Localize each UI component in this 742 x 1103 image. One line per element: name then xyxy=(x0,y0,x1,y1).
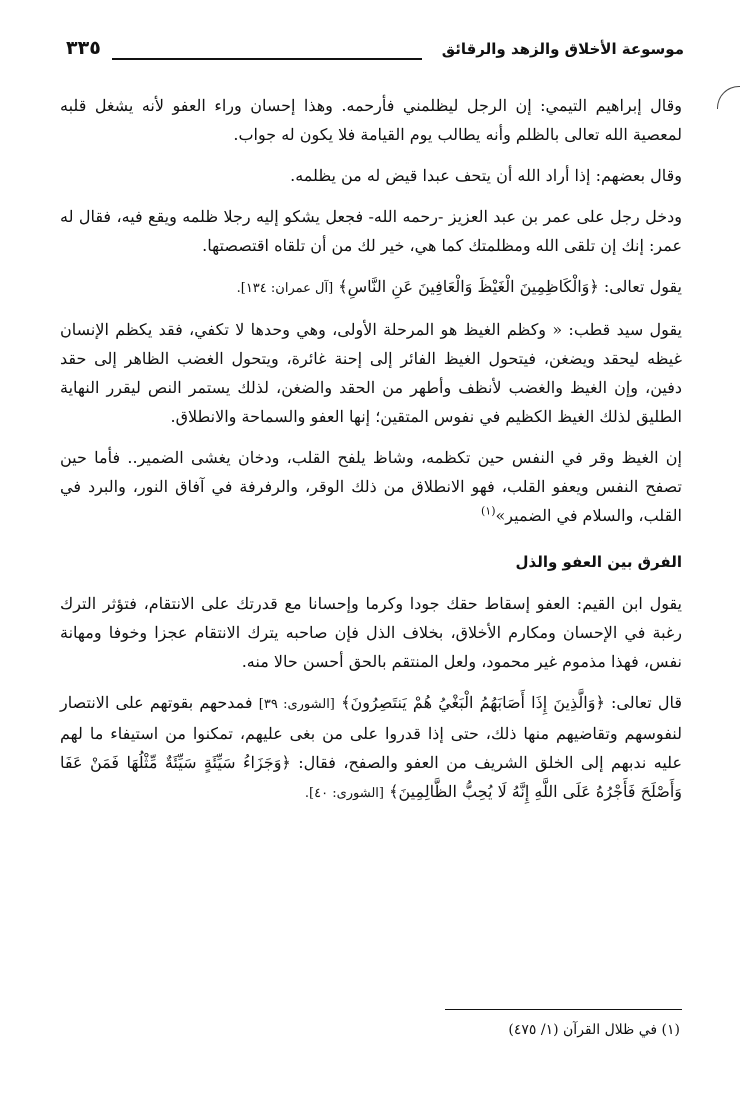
paragraph-ibn-qayyim: يقول ابن القيم: العفو إسقاط حقك جودا وكرما وإحسانا مع قدرتك على الانتقام، فتؤثر الترك رغبة في الإحسان ومكارم الأخلاق، بخلاف الذل فإن صاحبه يترك الانتقام عجزا وخوفا ومهانة نفس، فهذا مذموم غير محمود، ولعل المنتقم بالحق أحسن حالا منه. xyxy=(60,594,683,671)
verse-reference-shura-40: [الشورى: ٤٠]. xyxy=(304,786,384,801)
paragraph-qutb-2-text: إن الغيظ وقر في النفس حين تكظمه، وشاظ يلفح القلب، ودخان يغشى الضمير.. فأما حين تصفح النفس ويعفو القلب، فهو الانطلاق من ذلك الوقر، والرفرفة في آفاق النور، والبرد في القلب، والسلام في الضمير» xyxy=(60,448,683,525)
footnote-rule xyxy=(445,1009,682,1010)
page-body xyxy=(60,91,682,817)
paragraph-shura-text: فمدحهم بقوتهم على الانتصار لنفوسهم وتقاضيهم منها ذلك، حتى إذا قدروا على من بغى عليهم، تمكنوا من استيفاء ما لهم عليه ندبهم إلى الخلق الشريف من العفو والصفح، فقال: ﴿وَجَزَاءُ سَيِّئَةٍ سَيِّئَةٌ مِّثْلُهَا فَمَنْ عَفَا وَأَصْلَحَ فَأَجْرُهُ عَلَى اللَّهِ إِنَّهُ لَا يُحِبُّ الظَّالِمِينَ﴾ xyxy=(60,693,682,801)
verse-kazimin: يقول تعالى: ﴿وَالْكَاظِمِينَ الْغَيْظَ وَالْعَافِينَ عَنِ النَّاسِ﴾ xyxy=(338,277,682,296)
paragraph-umar: ودخل رجل على عمر بن عبد العزيز -رحمه الله- فجعل يشكو إليه رجلا ظلمه ويقع فيه، فقال له عمر: إنك إن تلقى الله ومظلمتك كما هي، خير لك من أن تلقاه اقتصصتها. xyxy=(60,207,682,255)
page-header xyxy=(66,36,684,70)
header-rule xyxy=(112,58,422,60)
page-corner-mark xyxy=(717,86,740,109)
section-heading: الفرق بين العفو والذل xyxy=(515,553,682,571)
paragraph-shura xyxy=(60,688,682,808)
paragraph-verse-kazimin xyxy=(60,272,682,303)
footnote-marker: (١) xyxy=(480,504,496,518)
verse-reference-al-imran: [آل عمران: ١٣٤]. xyxy=(236,281,334,296)
page-number: ٣٣٥ xyxy=(66,37,101,59)
paragraph-qutb-1: يقول سيد قطب: « وكظم الغيظ هو المرحلة الأولى، وهي وحدها لا تكفي، فقد يكظم الإنسان غيظه ليحقد ويضغن، فيتحول الغيظ الفائر إلى إحنة غائرة، ويتحول الغضب الظاهر إلى حقد دفين، وإن الغيظ والغضب لأنظف وأطهر من الحقد والضغن، لذلك يستمر النص ليقرر النهاية الطليق لذلك الغيظ الكظيم في نفوس المتقين؛ إنها العفو والسماحة والانطلاق. xyxy=(60,320,683,426)
footnote: (١) في ظلال القرآن (١/ ٤٧٥) xyxy=(508,1022,680,1038)
paragraph-baaduhum: وقال بعضهم: إذا أراد الله أن يتحف عبدا قيض له من يظلمه. xyxy=(290,166,682,185)
verse-yantasirun: قال تعالى: ﴿وَالَّذِينَ إِذَا أَصَابَهُمُ الْبَغْيُ هُمْ يَنتَصِرُونَ﴾ xyxy=(341,693,683,712)
verse-reference-shura-39: [الشورى: ٣٩] xyxy=(258,697,335,712)
running-title: موسوعة الأخلاق والزهد والرقائق xyxy=(441,40,684,58)
paragraph-taymi: وقال إبراهيم التيمي: إن الرجل ليظلمني فأرحمه. وهذا إحسان وراء العفو لأنه يشغل قلبه لمعصية الله تعالى بالظلم وأنه يطالب يوم القيامة فلا يكون له جواب. xyxy=(60,96,682,144)
paragraph-qutb-2 xyxy=(60,443,682,530)
